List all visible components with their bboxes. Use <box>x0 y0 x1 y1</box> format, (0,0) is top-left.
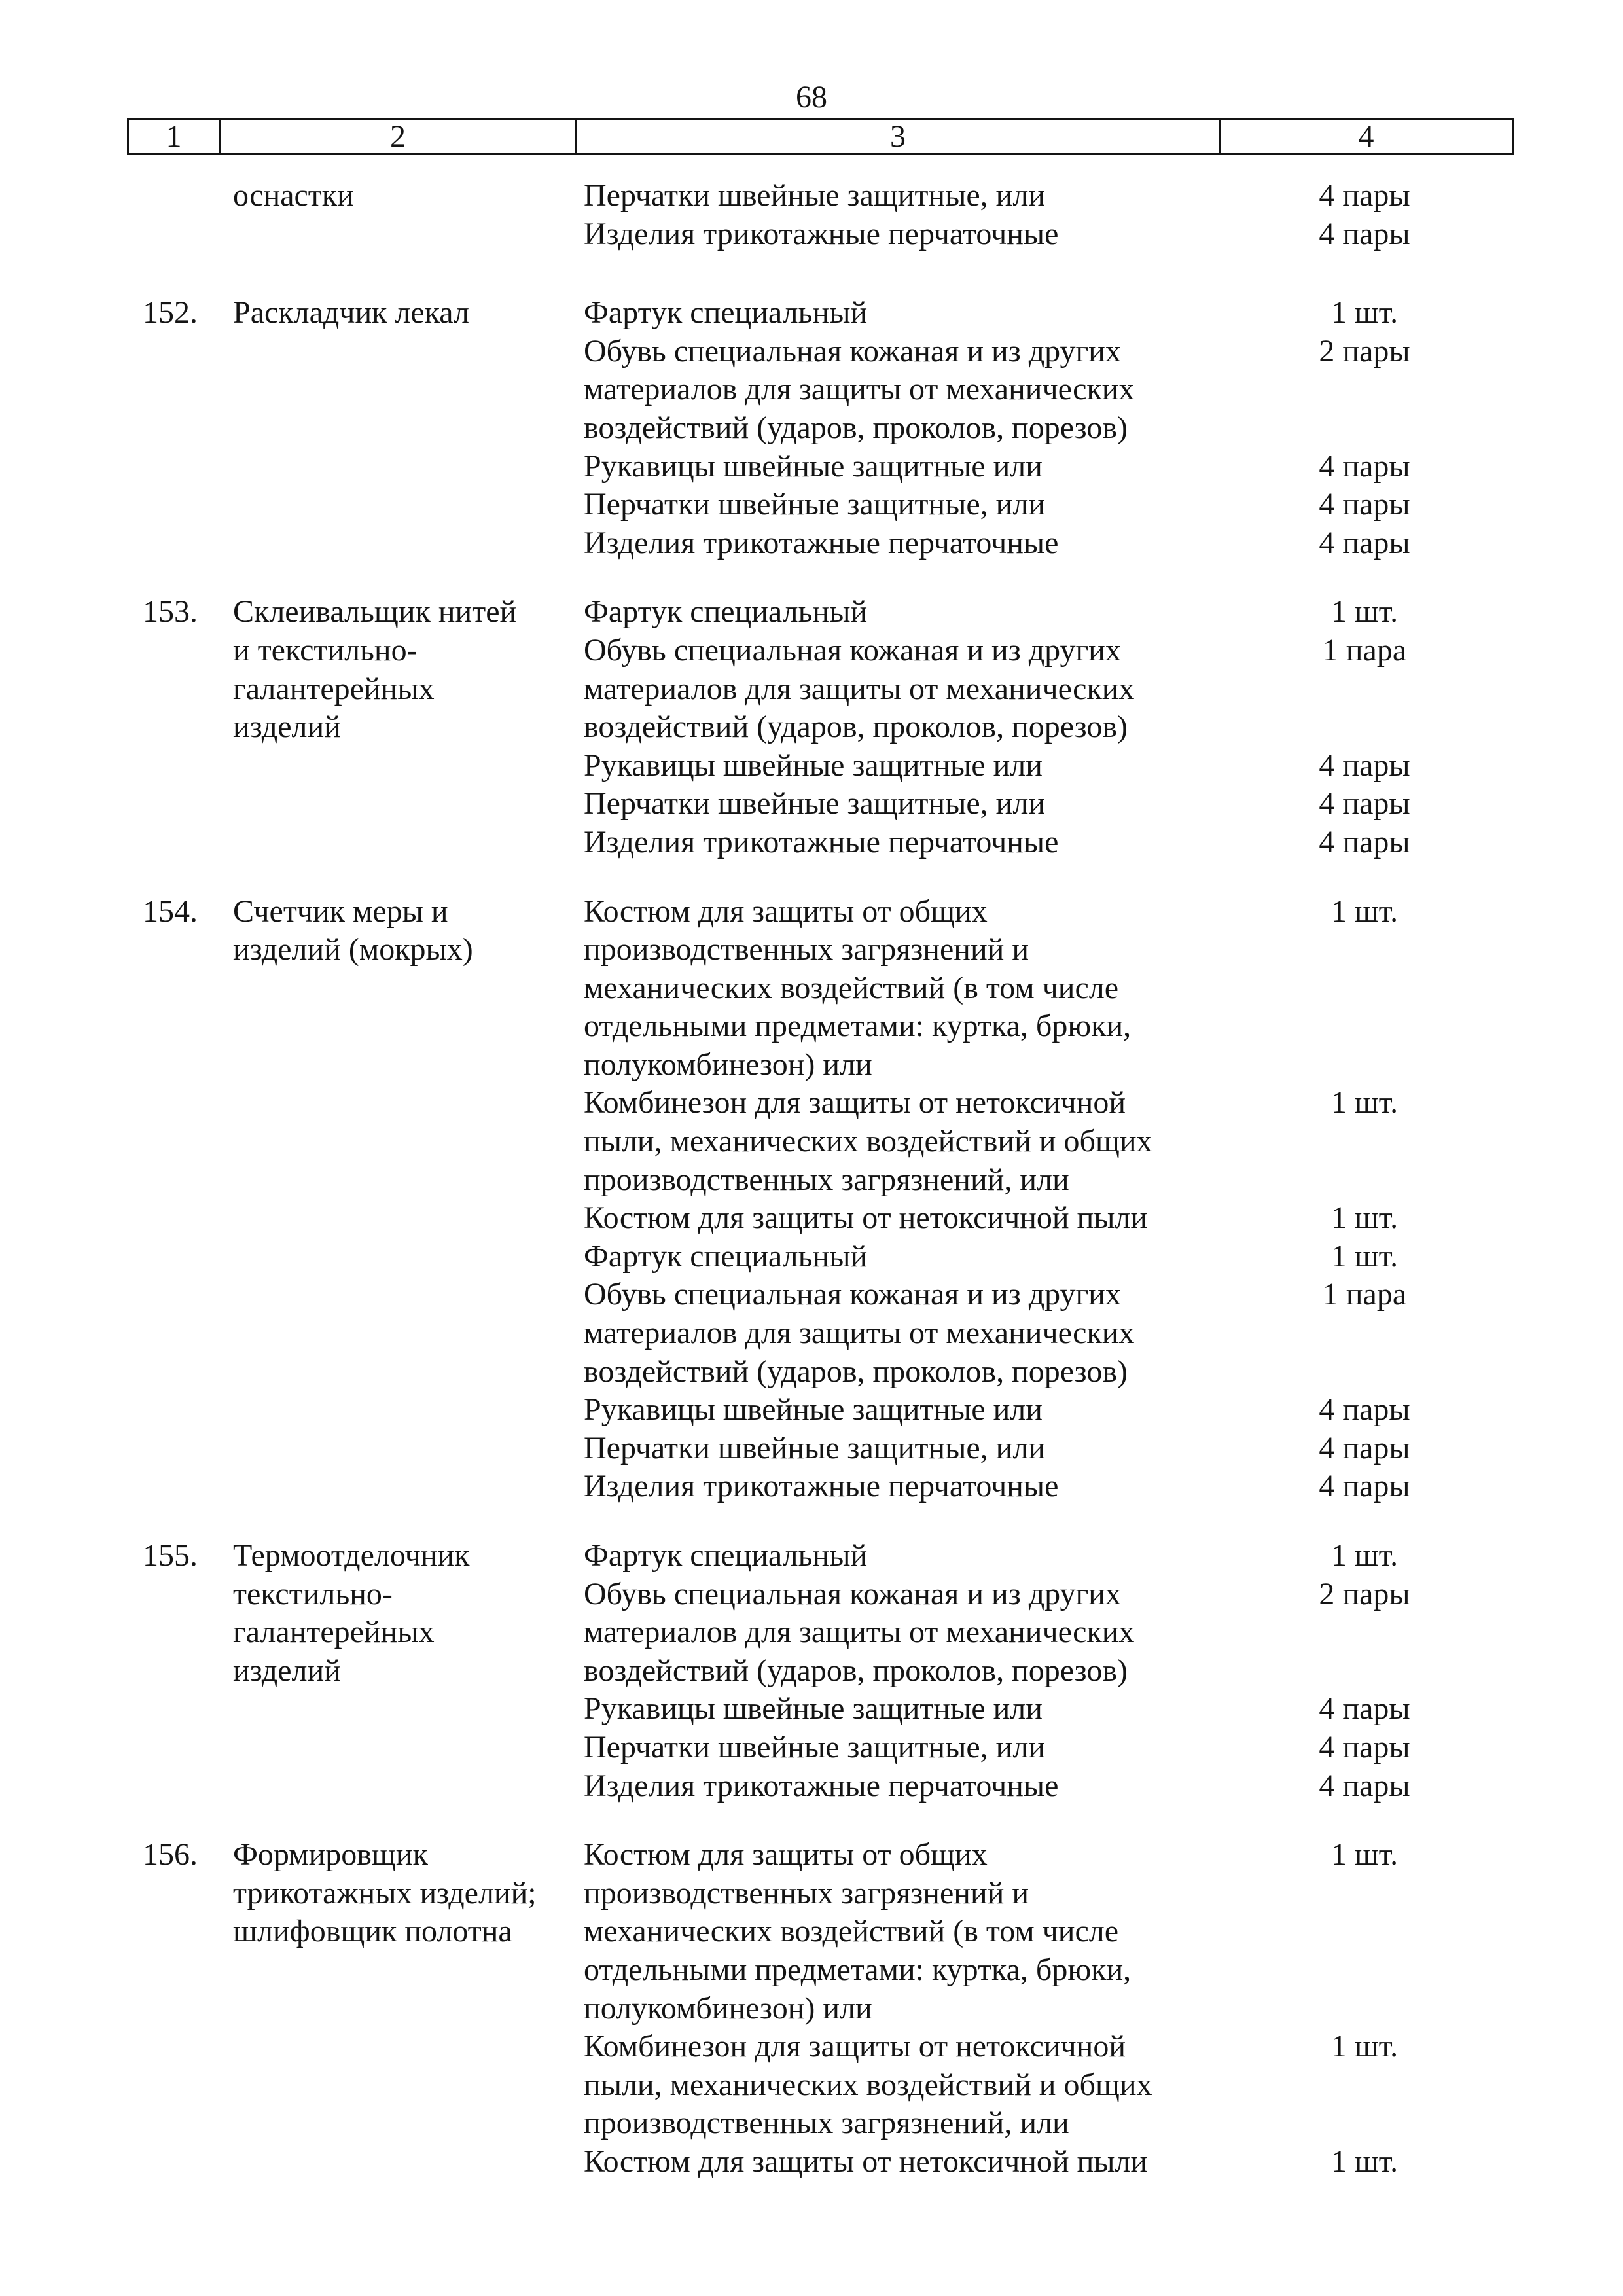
ppe-item <box>584 448 1510 486</box>
ppe-item-description <box>584 2028 1219 2143</box>
ppe-item-line: производственных загрязнений, или <box>584 2106 1069 2141</box>
profession-name-line: шлифовщик полотна <box>233 1914 512 1949</box>
ppe-item-line: Костюм для защиты от нетоксичной пыли <box>584 2144 1148 2179</box>
ppe-quantity: 4 пары <box>1319 1729 1410 1765</box>
profession-cell <box>233 1537 584 1805</box>
ppe-item-line: производственных загрязнений, или <box>584 1162 1069 1197</box>
ppe-item-line: воздействий (ударов, проколов, порезов) <box>584 1354 1128 1389</box>
ppe-item-line: Изделия трикотажные перчаточные <box>584 525 1059 560</box>
profession-cell <box>233 893 584 1507</box>
ppe-quantity: 4 пары <box>1319 1430 1410 1465</box>
ppe-item <box>584 1836 1510 2028</box>
ppe-item <box>584 1276 1510 1391</box>
ppe-item-line: материалов для защиты от механических <box>584 1615 1135 1650</box>
ppe-item-description <box>584 785 1219 823</box>
ppe-item-line: отдельными предметами: куртка, брюки, <box>584 1009 1132 1044</box>
ppe-quantity: 4 пары <box>1319 525 1410 560</box>
ppe-item-description <box>584 1391 1219 1429</box>
profession-cell <box>233 593 584 861</box>
ppe-item <box>584 486 1510 524</box>
ppe-item-line: материалов для защиты от механических <box>584 671 1135 706</box>
ppe-item-line: отдельными предметами: куртка, брюки, <box>584 1952 1132 1987</box>
ppe-item-line: Костюм для защиты от нетоксичной пыли <box>584 1200 1148 1236</box>
page-number: 68 <box>796 80 827 115</box>
ppe-item-description <box>584 332 1219 448</box>
ppe-item-description <box>584 294 1219 332</box>
ppe-item-line: Фартук специальный <box>584 594 868 630</box>
ppe-item <box>584 2143 1510 2181</box>
row-number: 153. <box>143 594 198 630</box>
ppe-item-description <box>584 593 1219 632</box>
ppe-quantity: 1 шт. <box>1330 2144 1399 2179</box>
ppe-item-description <box>584 177 1219 215</box>
table-row <box>0 893 1623 1507</box>
ppe-quantity: 4 пары <box>1319 178 1410 213</box>
table-row <box>0 593 1623 861</box>
profession-name-line: трикотажных изделий; <box>233 1875 537 1910</box>
ppe-item-line: Обувь специальная кожаная и из других <box>584 1576 1121 1611</box>
profession-name-line: текстильно- <box>233 1576 393 1611</box>
ppe-item-description <box>584 747 1219 785</box>
ppe-item-line: Изделия трикотажные перчаточные <box>584 1768 1059 1803</box>
row-number: 154. <box>143 893 198 929</box>
ppe-item-line: Перчатки швейные защитные, или <box>584 1430 1045 1465</box>
profession-cell <box>233 1836 584 2181</box>
ppe-quantity: 1 шт. <box>1330 1085 1399 1121</box>
profession-name-line: Счетчик меры и <box>233 893 448 929</box>
ppe-item-line: полукомбинезон) или <box>584 1047 872 1082</box>
ppe-quantity: 4 пары <box>1319 487 1410 522</box>
profession-name-line: Термоотделочник <box>233 1538 470 1573</box>
ppe-item <box>584 785 1510 823</box>
ppe-item <box>584 747 1510 785</box>
ppe-item <box>584 1429 1510 1468</box>
ppe-quantity: 1 пара <box>1322 632 1407 668</box>
ppe-item-line: производственных загрязнений и <box>584 932 1029 967</box>
ppe-quantity: 2 пары <box>1319 333 1410 368</box>
ppe-item <box>584 1391 1510 1429</box>
ppe-item <box>584 1690 1510 1729</box>
ppe-item-line: Изделия трикотажные перчаточные <box>584 1469 1059 1504</box>
ppe-quantity: 4 пары <box>1319 1691 1410 1727</box>
ppe-item-line: пыли, механических воздействий и общих <box>584 1124 1152 1159</box>
profession-name-line: оснастки <box>233 178 354 213</box>
ppe-item-description <box>584 448 1219 486</box>
ppe-item-line: производственных загрязнений и <box>584 1875 1029 1910</box>
ppe-item <box>584 177 1510 215</box>
ppe-item-line: полукомбинезон) или <box>584 1990 872 2026</box>
ppe-item-description <box>584 1276 1219 1391</box>
ppe-list <box>584 1537 1510 1805</box>
ppe-item-line: Комбинезон для защиты от нетоксичной <box>584 2029 1126 2064</box>
ppe-item <box>584 1575 1510 1691</box>
ppe-quantity: 1 шт. <box>1330 893 1399 929</box>
ppe-quantity: 1 шт. <box>1330 1200 1399 1236</box>
ppe-item-line: Перчатки швейные защитные, или <box>584 1729 1045 1765</box>
ppe-item-line: Обувь специальная кожаная и из других <box>584 1277 1121 1312</box>
profession-name-line: галантерейных <box>233 671 435 706</box>
ppe-item <box>584 1199 1510 1238</box>
profession-name-line: изделий <box>233 1653 341 1688</box>
ppe-item-description <box>584 1467 1219 1506</box>
profession-cell <box>233 294 584 562</box>
ppe-quantity: 4 пары <box>1319 786 1410 821</box>
ppe-item-description <box>584 1836 1219 2028</box>
ppe-item-line: Изделия трикотажные перчаточные <box>584 824 1059 859</box>
ppe-item-description <box>584 486 1219 524</box>
ppe-item <box>584 215 1510 254</box>
ppe-item <box>584 294 1510 332</box>
ppe-item-line: Рукавицы швейные защитные или <box>584 1392 1043 1427</box>
ppe-item-line: Обувь специальная кожаная и из других <box>584 333 1121 368</box>
ppe-item-line: материалов для защиты от механических <box>584 372 1135 407</box>
profession-cell <box>233 177 584 253</box>
ppe-item <box>584 1467 1510 1506</box>
row-number <box>143 177 233 253</box>
ppe-item <box>584 1767 1510 1806</box>
ppe-item-description <box>584 1690 1219 1729</box>
ppe-quantity: 4 пары <box>1319 747 1410 783</box>
ppe-quantity: 4 пары <box>1319 216 1410 251</box>
ppe-item-line: Перчатки швейные защитные, или <box>584 178 1045 213</box>
ppe-item-description <box>584 1537 1219 1575</box>
ppe-list <box>584 893 1510 1507</box>
ppe-item-line: Перчатки швейные защитные, или <box>584 487 1045 522</box>
ppe-quantity: 4 пары <box>1319 1392 1410 1427</box>
ppe-item-description <box>584 215 1219 254</box>
table-row <box>0 177 1623 253</box>
ppe-item-line: механических воздействий (в том числе <box>584 1914 1119 1949</box>
ppe-quantity: 2 пары <box>1319 1576 1410 1611</box>
ppe-item-line: Перчатки швейные защитные, или <box>584 786 1045 821</box>
ppe-item-line: воздействий (ударов, проколов, порезов) <box>584 410 1128 445</box>
ppe-item-line: Костюм для защиты от общих <box>584 1837 988 1873</box>
ppe-item <box>584 1238 1510 1276</box>
ppe-quantity: 1 шт. <box>1330 1538 1399 1573</box>
ppe-item-line: Фартук специальный <box>584 1538 868 1573</box>
ppe-item <box>584 332 1510 448</box>
ppe-list <box>584 593 1510 861</box>
row-number: 156. <box>143 1837 198 1873</box>
ppe-item-line: Комбинезон для защиты от нетоксичной <box>584 1085 1126 1121</box>
ppe-item <box>584 1084 1510 1199</box>
ppe-item-line: Фартук специальный <box>584 295 868 331</box>
ppe-item-description <box>584 893 1219 1085</box>
ppe-quantity: 1 шт. <box>1330 1238 1399 1274</box>
profession-name-line: Формировщик <box>233 1837 428 1873</box>
ppe-item-description <box>584 1199 1219 1238</box>
ppe-quantity: 1 шт. <box>1330 2029 1399 2064</box>
ppe-item-line: механических воздействий (в том числе <box>584 970 1119 1005</box>
ppe-item-line: Рукавицы швейные защитные или <box>584 747 1043 783</box>
profession-name-line: Раскладчик лекал <box>233 295 469 331</box>
ppe-item-description <box>584 1238 1219 1276</box>
ppe-list <box>584 1836 1510 2181</box>
table-body <box>0 177 1623 2181</box>
ppe-quantity: 4 пары <box>1319 1768 1410 1803</box>
ppe-quantity: 4 пары <box>1319 1469 1410 1504</box>
profession-name-line: изделий <box>233 709 341 745</box>
ppe-item-line: воздействий (ударов, проколов, порезов) <box>584 709 1128 745</box>
ppe-item <box>584 632 1510 747</box>
ppe-item <box>584 1729 1510 1767</box>
ppe-item-description <box>584 1575 1219 1691</box>
ppe-item-description <box>584 524 1219 563</box>
ppe-item-line: Костюм для защиты от общих <box>584 893 988 929</box>
table-header-row <box>127 118 1514 155</box>
ppe-item <box>584 823 1510 862</box>
ppe-item-description <box>584 1429 1219 1468</box>
ppe-item-description <box>584 1084 1219 1199</box>
profession-name-line: и текстильно- <box>233 632 418 668</box>
table-row <box>0 1537 1623 1805</box>
profession-name-line: галантерейных <box>233 1615 435 1650</box>
ppe-list <box>584 177 1510 253</box>
profession-name-line: изделий (мокрых) <box>233 932 473 967</box>
ppe-quantity: 1 шт. <box>1330 1837 1399 1873</box>
ppe-item-line: Рукавицы швейные защитные или <box>584 1691 1043 1727</box>
ppe-item-line: Фартук специальный <box>584 1238 868 1274</box>
table-row <box>0 294 1623 562</box>
ppe-item-description <box>584 2143 1219 2181</box>
column-header-3: 3 <box>577 120 1221 153</box>
column-header-4: 4 <box>1358 119 1374 154</box>
ppe-item <box>584 2028 1510 2143</box>
column-header-1: 1 <box>129 120 221 153</box>
ppe-item <box>584 524 1510 563</box>
ppe-item-line: Обувь специальная кожаная и из других <box>584 632 1121 668</box>
ppe-item-line: Изделия трикотажные перчаточные <box>584 216 1059 251</box>
row-number: 155. <box>143 1538 198 1573</box>
ppe-item-description <box>584 823 1219 862</box>
ppe-item-description <box>584 632 1219 747</box>
ppe-item <box>584 893 1510 1085</box>
ppe-item-line: пыли, механических воздействий и общих <box>584 2067 1152 2102</box>
ppe-item <box>584 1537 1510 1575</box>
table-row <box>0 1836 1623 2181</box>
column-header-2: 2 <box>221 120 577 153</box>
ppe-quantity: 4 пары <box>1319 448 1410 484</box>
ppe-quantity: 4 пары <box>1319 824 1410 859</box>
ppe-quantity: 1 пара <box>1322 1277 1407 1312</box>
ppe-quantity: 1 шт. <box>1330 295 1399 331</box>
ppe-item-line: Рукавицы швейные защитные или <box>584 448 1043 484</box>
ppe-item-description <box>584 1767 1219 1806</box>
ppe-item-description <box>584 1729 1219 1767</box>
ppe-list <box>584 294 1510 562</box>
row-number: 152. <box>143 295 198 331</box>
ppe-item-line: материалов для защиты от механических <box>584 1316 1135 1351</box>
ppe-item-line: воздействий (ударов, проколов, порезов) <box>584 1653 1128 1688</box>
profession-name-line: Склеивальщик нитей <box>233 594 517 630</box>
ppe-quantity: 1 шт. <box>1330 594 1399 630</box>
ppe-item <box>584 593 1510 632</box>
